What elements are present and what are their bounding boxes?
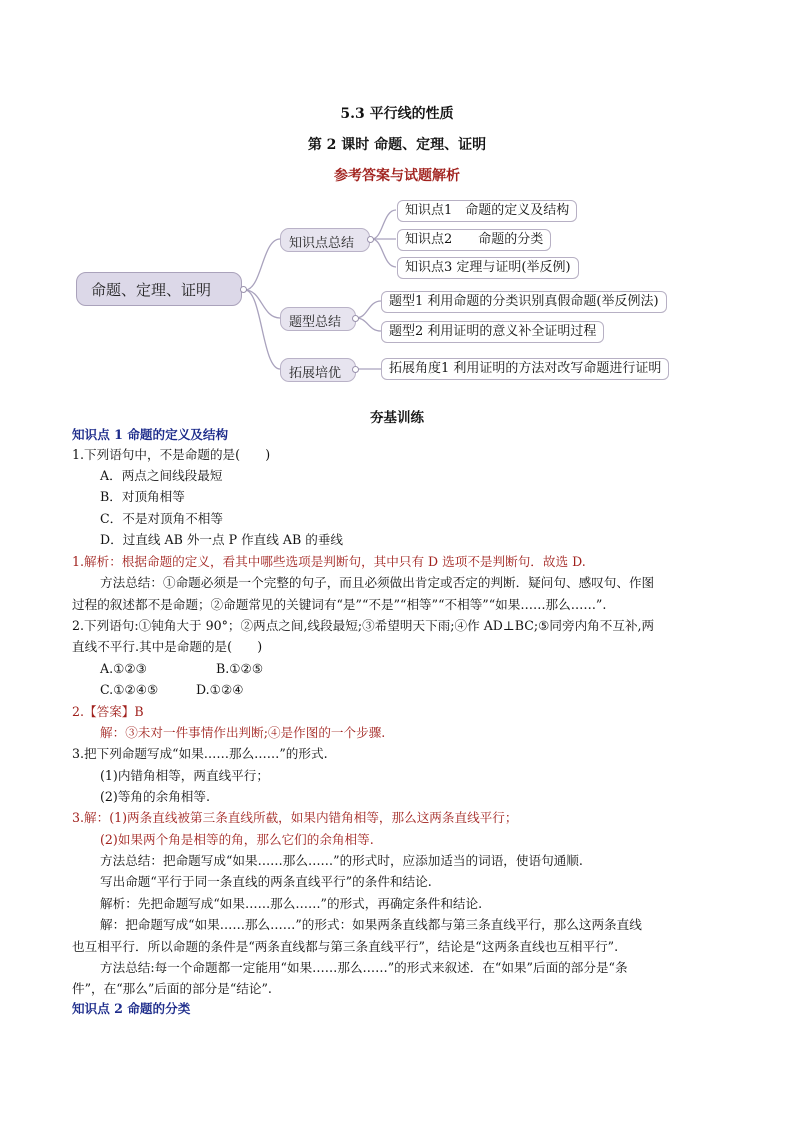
q2-option-b: B.①②⑤ [216, 661, 264, 676]
q1-method-line2: 过程的叙述都不是命题；②命题常见的关键词有“是”“不是”“相等”“不相等”“如果……那么……”. [72, 597, 607, 612]
q2-stem-line1: 2.下列语句:①钝角大于 90°；②两点之间,线段最短;③希望明天下雨;④作 AD⊥BC;⑤同旁内角不互补,两 [72, 618, 655, 633]
q2-option-c: C.①②④⑤ [100, 682, 159, 697]
lesson-title: 第 2 课时 命题、定理、证明 [307, 137, 487, 153]
q3-solution-line2: 也互相平行．所以命题的条件是“两条直线都与第三条直线平行”，结论是“这两条直线也互相平行”. [72, 939, 619, 954]
q3-item-2: (2)等角的余角相等. [100, 789, 210, 804]
collapse-knob-icon [240, 286, 247, 293]
branch-question-types: 题型总结 [280, 307, 356, 331]
q1-option-b: B．对顶角相等 [100, 489, 185, 504]
q2-options-row1 [100, 659, 752, 679]
collapse-knob-icon [352, 366, 359, 373]
q1-method-line1: 方法总结：①命题必须是一个完整的句子，而且必须做出肯定或否定的判断．疑问句、感叹句、作图 [100, 575, 655, 590]
leaf-knowledge-2: 知识点2 命题的分类 [397, 229, 551, 251]
leaf-type-2: 题型2 利用证明的意义补全证明过程 [381, 321, 604, 343]
q3-analysis: 解析：先把命题写成“如果……那么……”的形式，再确定条件和结论. [100, 896, 483, 911]
q3-summary-line1: 方法总结:每一个命题都一定能用“如果……那么……”的形式来叙述．在“如果”后面的部分是“条 [100, 960, 628, 975]
q3-extra-question: 写出命题“平行于同一条直线的两条直线平行”的条件和结论. [100, 874, 432, 889]
collapse-knob-icon [352, 315, 359, 322]
section-title: 5.3 平行线的性质 [340, 106, 454, 122]
q2-explanation: 解：③未对一件事情作出判断;④是作图的一个步骤. [100, 725, 386, 740]
leaf-type-1: 题型1 利用命题的分类识别真假命题(举反例法) [381, 291, 667, 313]
q1-option-d: D．过直线 AB 外一点 P 作直线 AB 的垂线 [100, 532, 344, 547]
section-heading-1: 知识点 1 命题的定义及结构 [72, 427, 229, 442]
mindmap-root: 命题、定理、证明 [76, 272, 242, 306]
q1-option-c: C．不是对顶角不相等 [100, 511, 223, 526]
q3-answer-1: 3.解：(1)两条直线被第三条直线所截，如果内错角相等，那么这两条直线平行； [72, 810, 518, 825]
q1-stem: 1.下列语句中，不是命题的是( ) [72, 447, 271, 462]
q2-options-row2 [100, 680, 752, 700]
section-heading-2: 知识点 2 命题的分类 [72, 1001, 191, 1016]
branch-knowledge: 知识点总结 [280, 228, 370, 252]
answer-subtitle: 参考答案与试题解析 [334, 168, 460, 184]
q1-option-a: A．两点之间线段最短 [100, 468, 223, 483]
q3-method: 方法总结：把命题写成“如果……那么……”的形式时，应添加适当的词语，使语句通顺. [100, 853, 583, 868]
leaf-knowledge-3: 知识点3 定理与证明(举反例) [397, 257, 579, 279]
q2-answer: 2.【答案】B [72, 704, 144, 719]
q2-option-a: A.①②③ [100, 661, 147, 676]
q1-answer: 1.解析：根据命题的定义，看其中哪些选项是判断句，其中只有 D 选项不是判断句．故选 D. [72, 554, 586, 569]
q3-summary-line2: 件”，在“那么”后面的部分是“结论”. [72, 981, 272, 996]
q3-solution-line1: 解：把命题写成“如果……那么……”的形式：如果两条直线都与第三条直线平行，那么这两条直线 [100, 917, 642, 932]
collapse-knob-icon [367, 236, 374, 243]
q2-option-d: D.①②④ [196, 682, 244, 697]
q3-stem: 3.把下列命题写成“如果……那么……”的形式. [72, 746, 328, 761]
q3-answer-2: (2)如果两个角是相等的角，那么它们的余角相等. [100, 832, 374, 847]
leaf-knowledge-1: 知识点1 命题的定义及结构 [397, 200, 577, 222]
q2-stem-line2: 直线不平行.其中是命题的是( ) [72, 639, 263, 654]
leaf-extension-1: 拓展角度1 利用证明的方法对改写命题进行证明 [381, 358, 669, 380]
branch-extension: 拓展培优 [280, 358, 356, 382]
training-title: 夯基训练 [370, 410, 424, 426]
q3-item-1: (1)内错角相等，两直线平行； [100, 768, 269, 783]
